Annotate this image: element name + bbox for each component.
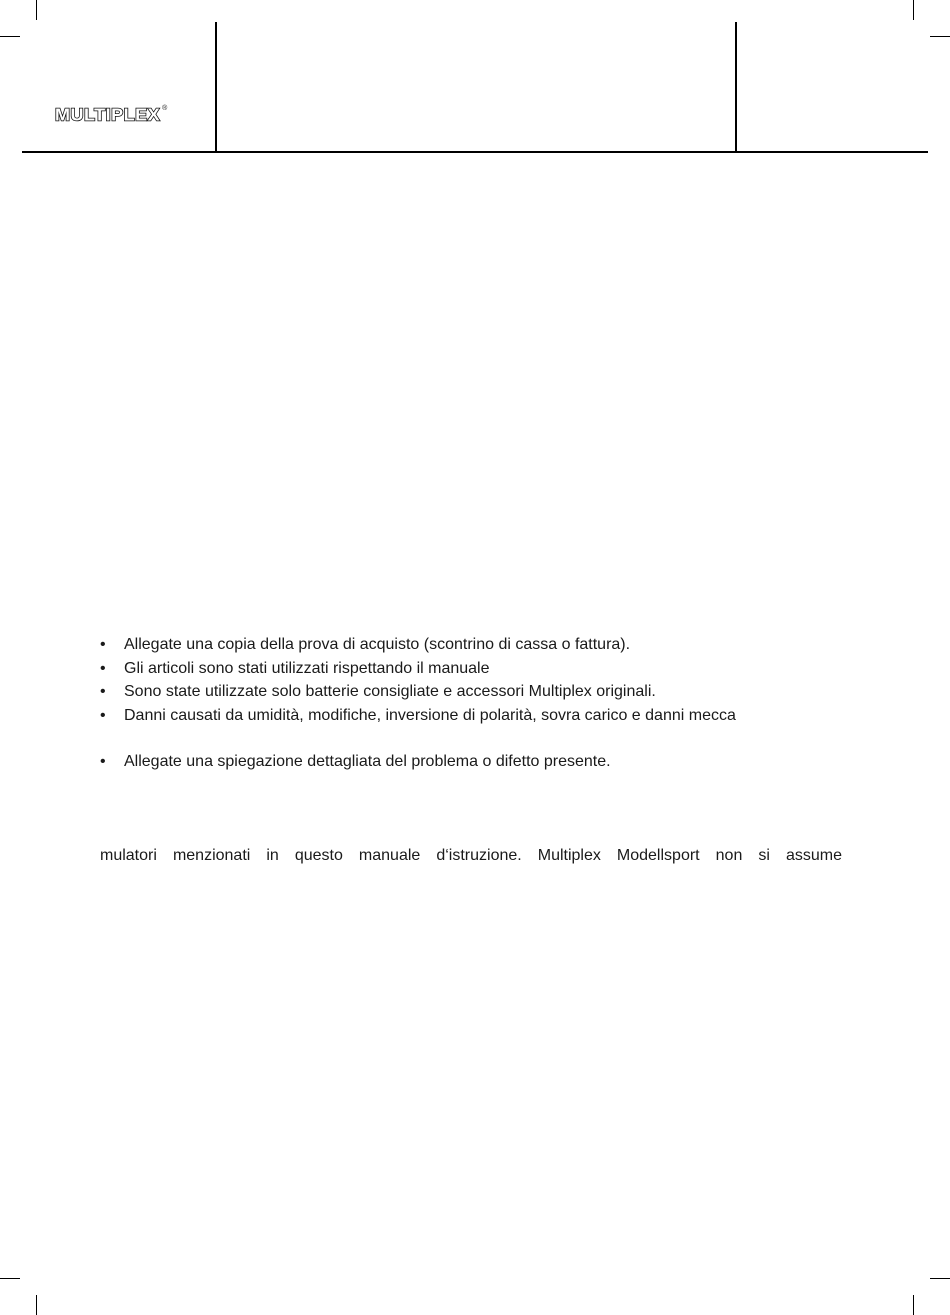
list-item-text: Danni causati da umidità, modifiche, inversione di polarità, sovra carico e danni mecca: [124, 706, 736, 724]
warranty-conditions-list: [100, 633, 860, 774]
multiplex-logo: [55, 105, 167, 125]
crop-mark-bottom-left-h: [0, 1278, 20, 1279]
header-divider-right: [735, 22, 737, 152]
crop-mark-bottom-right-h: [930, 1278, 950, 1279]
crop-mark-bottom-left-v: [36, 1295, 37, 1315]
body-paragraph: mulatori menzionati in questo manuale d‘istruzione. Multiplex Modellsport non si assume: [100, 847, 842, 864]
list-item-text: Gli articoli sono stati utilizzati rispettando il manuale: [124, 659, 490, 677]
list-item: [100, 657, 860, 681]
crop-mark-top-right-h: [930, 36, 950, 37]
logo-text: MULTIPLEX: [55, 105, 161, 125]
list-item-text: Allegate una copia della prova di acquisto (scontrino di cassa o fattura).: [124, 636, 631, 653]
list-item: [100, 704, 860, 728]
bullet-marker: •: [100, 659, 106, 677]
bullet-marker: •: [100, 706, 106, 724]
list-item-text: Sono state utilizzate solo batterie consigliate e accessori Multiplex originali.: [124, 683, 656, 700]
crop-mark-top-left-h: [0, 36, 20, 37]
crop-mark-top-left-v: [36, 0, 37, 20]
header-rule: [22, 151, 928, 153]
crop-mark-bottom-right-v: [913, 1295, 914, 1315]
bullet-marker: •: [100, 753, 106, 770]
list-item: [100, 633, 860, 657]
header-divider-left: [215, 22, 217, 152]
registered-mark: ®: [162, 105, 168, 112]
crop-mark-top-right-v: [913, 0, 914, 20]
list-item: [100, 680, 860, 704]
bullet-marker: •: [100, 683, 106, 700]
list-item-text: Allegate una spiegazione dettagliata del problema o difetto presente.: [124, 753, 611, 770]
bullet-marker: •: [100, 636, 106, 653]
list-item: [100, 750, 860, 774]
